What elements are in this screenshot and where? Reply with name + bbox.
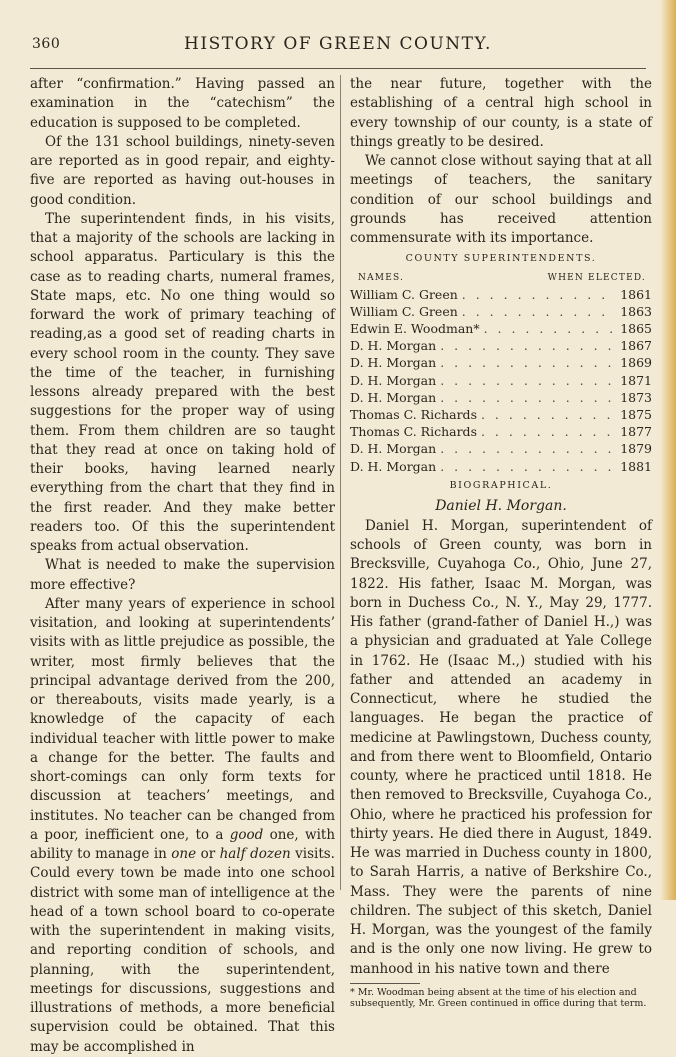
election-year: 1865 (620, 320, 652, 336)
paragraph: the near future, together with the establishing of a central high school in every township of our county, is a state of things greatly to be desired. (350, 76, 652, 150)
italic-text: half dozen (219, 846, 291, 862)
superintendents-heading: COUNTY SUPERINTENDENTS. (405, 253, 597, 265)
election-year: 1871 (620, 372, 652, 388)
superintendent-row (350, 440, 652, 457)
superintendent-row (350, 354, 652, 371)
superintendent-row (350, 320, 652, 337)
italic-text: one (171, 846, 197, 862)
text-run: or (200, 846, 216, 862)
election-year: 1877 (620, 424, 652, 440)
page-number: 360 (32, 36, 61, 52)
election-year: 1873 (620, 389, 652, 405)
election-year: 1875 (620, 406, 652, 422)
superintendent-name: D. H. Morgan (350, 389, 437, 405)
dot-leader (440, 458, 616, 475)
superintendents-list (350, 286, 652, 475)
superintendent-row (350, 458, 652, 475)
election-year: 1867 (620, 338, 652, 354)
text-run: visits. Could every town be made into one school district with some man of intelligence at the head of a town school board to co-operate with the superintendent in making visits, and reporting condition of schools, and planning, with the superintendent, meetings for discussions, suggestions and illustrations of methods, a more beneficial supervision could be obtained. That this may be accomplished in (30, 846, 335, 1055)
superintendent-name: D. H. Morgan (350, 355, 437, 371)
paragraph (30, 595, 335, 1057)
superintendent-name: D. H. Morgan (350, 458, 437, 474)
dot-leader (462, 303, 616, 320)
superintendent-row (350, 389, 652, 406)
election-year: 1879 (620, 441, 652, 457)
superintendent-name: D. H. Morgan (350, 372, 437, 388)
running-title: HISTORY OF GREEN COUNTY. (184, 34, 492, 54)
column-divider (340, 75, 341, 890)
biography-name: Daniel H. Morgan. (435, 497, 567, 514)
superintendent-row (350, 372, 652, 389)
biographical-heading: BIOGRAPHICAL. (449, 479, 553, 491)
superintendent-name: Thomas C. Richards (350, 406, 477, 422)
paragraph: The superintendent finds, in his visits, that a majority of the schools are lacking in school apparatus. Particulary is this the case as to reading charts, numeral frames, State maps, etc. No one thing would so forward the work of primary teaching of reading,as a good set of reading charts in every school room in the county. They save the time of the teacher, in furnishing lessons already prepared with the best suggestions for the proper way of using them. From them children are so taught that they read at once on taking hold of their books, having learned nearly everything from the chart that they find in the first reader. And they make better readers too. Of this the superintendent speaks from actual observation. (30, 210, 335, 554)
election-year: 1869 (620, 355, 652, 371)
paragraph: What is needed to make the supervision more effective? (30, 557, 335, 593)
dot-leader (440, 337, 616, 354)
dot-leader (481, 406, 616, 423)
superintendent-name: Edwin E. Woodman* (350, 320, 480, 336)
italic-text: good (229, 826, 264, 843)
superintendent-name: William C. Green (350, 303, 458, 319)
paragraph: after “confirmation.” Having passed an examination in the “catechism” the education is supposed to be completed. (30, 76, 335, 131)
superintendent-row (350, 337, 652, 354)
superintendents-table-header (350, 270, 652, 286)
superintendent-row (350, 406, 652, 423)
page-header (0, 34, 676, 58)
page-edge-stain (660, 0, 676, 900)
footnote: * Mr. Woodman being absent at the time of his election and subsequently, Mr. Green continued in office during that term. (350, 986, 647, 1009)
election-year: 1863 (620, 303, 652, 319)
election-year: 1861 (620, 286, 652, 302)
superintendent-name: William C. Green (350, 286, 458, 302)
dot-leader (481, 423, 616, 440)
dot-leader (440, 440, 616, 457)
superintendent-name: D. H. Morgan (350, 441, 437, 457)
right-column (350, 75, 652, 1009)
superintendent-row (350, 423, 652, 440)
dot-leader (440, 354, 616, 371)
superintendent-name: Thomas C. Richards (350, 424, 477, 440)
left-column (30, 75, 335, 1057)
elected-column-header: WHEN ELECTED. (547, 272, 646, 283)
superintendent-name: D. H. Morgan (350, 338, 437, 354)
superintendent-row (350, 303, 652, 320)
dot-leader (462, 286, 616, 303)
text-run: After many years of experience in school visitation, and looking at superintendents’ visits with as little prejudice as possible, the writer, most firmly believes that the principal advantage derived from the 200, or thereabouts, visits made yearly, is a knowledge of the capacity of each individual teacher with little power to make a change for the better. The faults and short-comings can only form texts for discussion at teachers’ meetings, and institutes. No teacher can be changed from a poor, inefficient one, to a (30, 595, 335, 843)
paragraph: Of the 131 school buildings, ninety-seven are reported as in good repair, and eighty-five are reported as having out-houses in good condition. (30, 133, 335, 208)
superintendent-row (350, 286, 652, 303)
text-run: one, with ability to manage in (30, 826, 336, 862)
header-rule (30, 68, 646, 69)
paragraph: We cannot close without saying that at all meetings of teachers, the sanitary condition of our school buildings and grounds has received attention commensurate with its importance. (350, 153, 652, 246)
biography-paragraph: Daniel H. Morgan, superintendent of schools of Green county, was born in Brecksville, Cuyahoga Co., Ohio, June 27, 1822. His father, Isaac M. Morgan, was born in Duchess Co., N. Y., May 29, 1777. His father (grand-father of Daniel H.,) was a physician and graduated at Yale College in 1762. He (Isaac M.,) studied with his father and attended an academy in Connecticut, where he studied the languages. He began the practice of medicine at Pawlingstown, Duchess county, and from there went to Bloomfield, Ontario county, where he practiced until 1818. He then removed to Brecksville, Cuyahoga Co., Ohio, where he practiced his profession for thirty years. He died there in August, 1849. He was married in Duchess county in 1800, to Sarah Harris, a native of Berkshire Co., Mass. They were the parents of nine children. The subject of this sketch, Daniel H. Morgan, was the youngest of the family and is the only one now living. He grew to manhood in his native town and there (350, 517, 652, 977)
dot-leader (440, 372, 616, 389)
footnote-rule (350, 983, 420, 984)
dot-leader (440, 389, 616, 406)
names-column-header: NAMES. (358, 272, 405, 283)
dot-leader (484, 320, 617, 337)
election-year: 1881 (620, 458, 652, 474)
